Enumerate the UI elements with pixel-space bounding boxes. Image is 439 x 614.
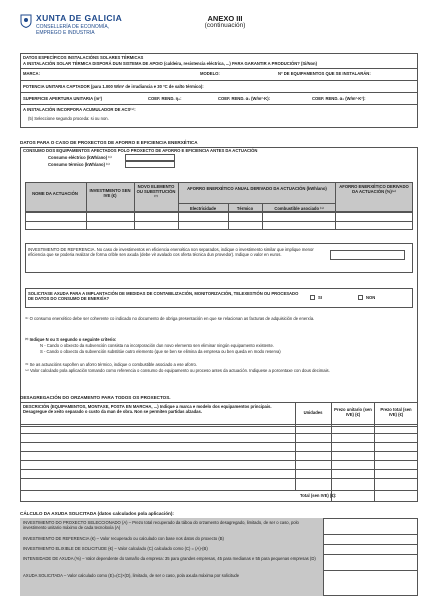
- calculo-title: CÁLCULO DA AXUDA SOLICITADA (datos calculados pola aplicación):: [20, 511, 174, 516]
- calculo-row-label: INVESTIMENTO DO PROXECTO SELECCIONADO (A) – Prezo total recuperado da táboa do orzamento desagregado, limitado, de ser o caso, polo investimento unitario máximo de cada tecnoloxía (A): [23, 520, 299, 531]
- annex-subtitle: (continuación): [204, 22, 246, 29]
- si-label: SI: [318, 295, 322, 300]
- non-label: NON: [366, 295, 376, 300]
- consumo-termico-field[interactable]: [125, 161, 175, 168]
- orzamento-title: DESAGREGACIÓN DO ORZAMENTO PARA TODOS OS PROXECTOS.: [20, 395, 171, 400]
- galicia-shield-icon: [20, 14, 32, 28]
- sub-electricidade: Electricidade: [189, 206, 217, 211]
- marca-label: MARCA:: [23, 71, 40, 76]
- org-name: XUNTA DE GALICIA: [36, 13, 123, 23]
- col-aforro-econ: AFORRO ENERXÉTICO DERIVADO DA ACTUACIÓN (%)⁽⁴⁾: [339, 184, 409, 195]
- dept-line-1: CONSELLERÍA DE ECONOMÍA,: [36, 24, 110, 30]
- dept-line-2: EMPREGO E INDUSTRIA: [36, 30, 95, 36]
- acs-label: A INSTALACIÓN INCORPORA ACUMULADOR DE ACS⁽⁵⁾:: [23, 107, 136, 112]
- investimento-ref-field[interactable]: [330, 250, 405, 260]
- solar-question: A INSTALACIÓN SOLAR TÉRMICA DISPORÁ DUN SISTEMA DE APOIO (caldeira, resistencia eléctrica, ...) PARA GARANTIR A PRODUCIÓN? (Si/Non): [23, 61, 318, 66]
- col-prezo-total: Prezo total (sen IVE) (€): [380, 407, 412, 418]
- coef2-label: COEF. REND. α₂ (W/m²·K²):: [312, 96, 366, 101]
- calculo-row-label: INVESTIMENTO ELIXIBLE DE SOLICITUDE (€) – Valor calculado (C) calculado como (C) = (A)-(B): [23, 546, 208, 551]
- note-2a: N - Cando o obxecto da subvención consista na incorporación dun novo elemento sen eliminar ningún equipamento existente.: [40, 343, 274, 348]
- si-checkbox[interactable]: [310, 295, 315, 300]
- investimento-ref-text: INVESTIMENTO DE REFERENCIA. No caso de investimentos en eficiencia enerxética non separados, indique o investimento similar que implique menor eficiencia que se poderia realizar de forma crible sen axuda (debe vir avalado cos oferta técnica dun provedor). Indique o valor en euros.: [28, 247, 314, 258]
- note-4: ⁽⁴⁾ Valor calculado pola aplicación tomando como referencia o consumo do equipamento ou proceso antes da actuación. Indiquese a porcentaxe con dous decimais.: [25, 368, 330, 373]
- calculo-row-label: INTENSIDADE DE AXUDA (%) – Valor dependente do tamaño da empresa: 35 para grandes empresas, 45 para medianas e 55 para pequenas empresas (D): [23, 556, 316, 561]
- col-nome: NOME DA ACTUACIÓN: [32, 191, 78, 196]
- consumo-title: CONSUMO DOS EQUIPAMENTOS AFECTADOS POLO PROXECTO DE AFORRO E EFICIENCIA ANTES DA ACTUACIÓN: [23, 148, 258, 153]
- consumo-electrico-label: Consumo eléctrico (kWh/ano) ⁽¹⁾: [48, 155, 112, 160]
- solar-title: DATOS ESPECÍFICOS INSTALACIÓNS SOLARES TÉRMICAS: [23, 55, 144, 60]
- coef0-label: COEF. REND. η₀:: [148, 96, 182, 101]
- orzamento-desc: DESCRICIÓN (EQUIPAMENTOS, MONTAXE, POSTA EN MARCHA, ...) Indique a marca e modelo dos equipamentos principais. Desagregue de xeito separado o custo da man de obra. Non se permiten partidas alzadas.: [23, 404, 272, 415]
- col-aforro: AFORRO ENERXÉTICO ANUAL DERIVADO DA ACTUACIÓN (kWh/ano): [187, 186, 327, 191]
- coef1-label: COEF. REND. α₁ (W/m²·K):: [218, 96, 270, 101]
- note-2: ⁽²⁾ Indique N ou S segundo o seguinte criterio:: [25, 337, 117, 342]
- consumo-electrico-field[interactable]: [125, 154, 175, 161]
- sub-termico: Térmico: [236, 206, 254, 211]
- afo-title: DATOS PARA O CASO DE PROXECTOS DE AFORRO E EFICIENCIA ENERXÉTICA: [20, 140, 198, 145]
- superficie-label: SUPERFICIE APERTURA UNITARIA (m²): [23, 96, 103, 101]
- modelo-label: MODELO:: [200, 71, 220, 76]
- consumo-termico-label: Consumo térmico (kWh/ano) ⁽¹⁾: [48, 162, 110, 167]
- num-equipos-label: Nº DE EQUIPAMENTOS QUE SE INSTALARÁN:: [278, 71, 371, 76]
- non-checkbox[interactable]: [358, 295, 363, 300]
- calculo-row-label: INVESTIMENTO DE REFERENCIA (€) – Valor recuperado ou calculado con base nos datos do proxecto (B): [23, 536, 224, 541]
- potencia-label: POTENCIA UNITARIA CAPTADOR (para 1.000 W/m² de irradiancia e 30 ºC de salto térmico):: [23, 84, 204, 89]
- solicitar-axuda-text: SOLICITASE AXUDA PARA A IMPLANTACIÓN DE MEDIDAS DE CONTABILIZACIÓN, MONITORIZACIÓN, TELEXESTIÓN OU PROCESADO DE DATOS DO CONSUMO DE ENERXÍA?: [28, 291, 299, 302]
- annex-title: ANEXO III: [207, 14, 243, 23]
- note-3: ⁽³⁾ Se as actuacións supoñen un aforro térmico, indique o combustible asociado a ese aforro.: [25, 362, 197, 367]
- note-1: ⁽¹⁾ O consumo enerxético debe ser coherente co indicado no documento de obriga presentación en que se relacionan as facturas de adquisición de enerxía.: [25, 316, 315, 321]
- col-novo: NOVO ELEMENTO OU SUBSTITUCIÓN ⁽²⁾: [136, 184, 176, 200]
- col-unidades: Unidades: [303, 410, 323, 415]
- xunta-logo: [20, 13, 140, 43]
- acs-note: (5) Seleccione segundo proceda: si ou non.: [28, 116, 109, 121]
- calculo-row-label: AXUDA SOLICITADA – Valor calculado como (E)=(C)×(D), limitado, de ser o caso, pola axuda máxima por solicitude: [23, 573, 240, 578]
- sub-combustible: Combustible asociado ⁽³⁾: [274, 206, 324, 211]
- note-2b: S - Cando o obxecto da subvención substitúe outro elemento (que se ben se elimina da empresa ou ben queda en modo reserva): [40, 349, 281, 354]
- col-investimento: INVESTIMENTO SEN IVE (€): [89, 188, 131, 199]
- col-prezo-unit: Prezo unitario (sen IVE) (€): [334, 407, 372, 418]
- orzamento-total-label: Total (sen IVE) (€):: [300, 493, 337, 498]
